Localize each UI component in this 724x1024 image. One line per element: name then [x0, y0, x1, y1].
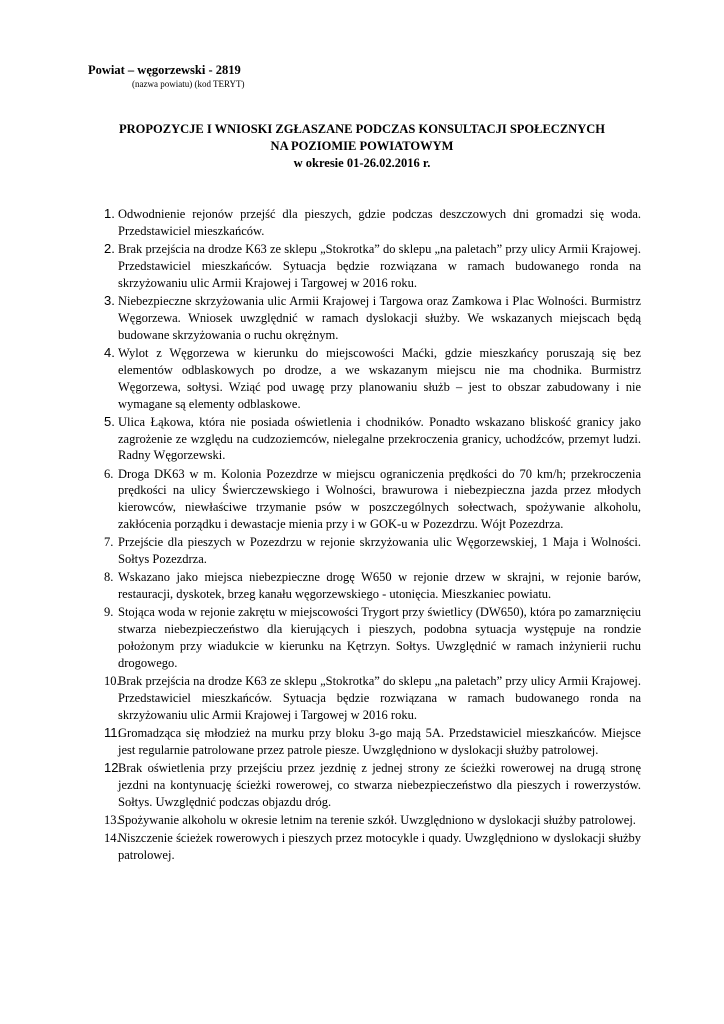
item-text: Brak przejścia na drodze K63 ze sklepu „Stokrotka” do sklepu „na paletach” przy ulicy Armii Krajowej. Przedstawiciel mieszkańców. Sytuacja będzie rozwiązana w ramach budowanego ronda na skrzyżowaniu ulic Armii Krajowej i Targowej w 2016 roku. — [118, 674, 641, 722]
list-item — [88, 760, 641, 811]
item-text: Droga DK63 w m. Kolonia Pozezdrze w miejscu ograniczenia prędkości do 70 km/h; przekroczenia prędkości na ulicy Świerczewskiego i Wolności, brawurowa i niebezpieczna jazda przez młodych kierowców, niewłaściwe trzymanie psów w poszczególnych sołectwach, spożywanie alkoholu, zakłócenia porządku i dewastacje mienia przy i w GOK-u w Pozezdrzu. Wójt Pozezdrza. — [118, 466, 641, 532]
item-text: Gromadząca się młodzież na murku przy bloku 3-go mają 5A. Przedstawiciel mieszkańców. Miejsce jest regularnie patrolowane przez patrole piesze. Uwzględniono w dyslokacji służby patrolowej. — [118, 726, 641, 757]
district-caption: (nazwa powiatu) (kod TERYT) — [132, 79, 245, 89]
list-item — [88, 673, 641, 724]
district-heading: Powiat – węgorzewski - 2819 — [88, 63, 241, 77]
item-number: 8. — [104, 570, 114, 585]
item-text: Brak przejścia na drodze K63 ze sklepu „Stokrotka” do sklepu „na paletach” przy ulicy Armii Krajowej. Przedstawiciel mieszkańców. Sytuacja będzie rozwiązana w ramach budowanego ronda na skrzyżowaniu ulic Armii Krajowej i Targowej w 2016 roku. — [118, 242, 641, 290]
list-item — [88, 414, 641, 465]
list-item — [88, 206, 641, 240]
list-item — [88, 241, 641, 292]
item-number: 3. — [104, 292, 115, 308]
list-item — [88, 345, 641, 413]
list-item — [88, 466, 641, 534]
list-item — [88, 569, 641, 603]
item-number: 13. — [104, 812, 120, 827]
item-number: 5. — [104, 413, 115, 429]
item-text: Odwodnienie rejonów przejść dla pieszych, gdzie podczas deszczowych dni gromadzi się woda. Przedstawiciel mieszkańców. — [118, 207, 641, 238]
item-text: Stojąca woda w rejonie zakrętu w miejscowości Trygort przy świetlicy (DW650), która po zamarznięciu stwarza niebezpieczeństwo dla kierujących i pieszych, podobna sytuacja występuje na rondzie położonym przy wiadukcie w kierunku na Kętrzyn. Sołtys. Uwzględnić w ramach inżynierii ruchu drogowego. — [118, 605, 641, 671]
item-text: Ulica Łąkowa, która nie posiada oświetlenia i chodników. Ponadto wskazano bliskość granicy jako zagrożenie ze względu na cudzoziemców, nielegalne przekroczenia granicy, uchodźców, przemyt ludzi. Radny Węgorzewski. — [118, 414, 641, 463]
document-header — [88, 63, 245, 89]
item-text: Brak oświetlenia przy przejściu przez jezdnię z jednej strony ze ścieżki rowerowej na drugą stronę jezdni na kontynuację ścieżki rowerowej, co stwarza niebezpieczeństwo dla pieszych i rowerzystów. Sołtys. Uwzględnić podczas objazdu dróg. — [118, 761, 641, 809]
item-number: 9. — [104, 605, 114, 620]
item-text: Przejście dla pieszych w Pozezdrzu w rejonie skrzyżowania ulic Węgorzewskiej, 1 Maja i Wolności. Sołtys Pozezdrza. — [118, 535, 641, 567]
list-item — [88, 534, 641, 568]
title-line-3: w okresie 01-26.02.2016 r. — [293, 156, 431, 170]
list-item — [88, 725, 641, 759]
list-item — [88, 812, 641, 829]
item-number: 2. — [104, 241, 115, 256]
item-number: 11. — [104, 725, 122, 741]
item-text: Spożywanie alkoholu w okresie letnim na terenie szkół. Uwzględniono w dyslokacji służby patrolowej. — [118, 812, 636, 827]
item-number: 12. — [104, 760, 123, 776]
proposal-list — [88, 206, 641, 865]
list-item — [88, 293, 641, 344]
item-number: 6. — [104, 466, 114, 481]
list-item — [88, 604, 641, 672]
item-text: Wylot z Węgorzewa w kierunku do miejscowości Maćki, gdzie mieszkańcy poruszają się bez elementów odblaskowych po drodze, a we wskazanym miejscu nie ma chodnika. Burmistrz Węgorzewa, sołtysi. Wziąć pod uwagę przy planowaniu służb – jest to obszar zabudowany i nie wymagane są elementy odblaskowe. — [118, 345, 641, 411]
document-title — [60, 121, 664, 172]
list-item — [88, 830, 641, 864]
title-line-1: PROPOZYCJE I WNIOSKI ZGŁASZANE PODCZAS KONSULTACJI SPOŁECZNYCH — [119, 122, 605, 136]
item-text: Wskazano jako miejsca niebezpieczne drogę W650 w rejonie drzew w skrajni, w rejonie barów, restauracji, dyskotek, brzeg kanału węgorzewskiego - utonięcia. Mieszkaniec powiatu. — [118, 570, 641, 602]
item-number: 4. — [104, 344, 115, 360]
title-line-2: NA POZIOMIE POWIATOWYM — [270, 139, 454, 153]
item-number: 14. — [104, 831, 120, 846]
item-number: 10. — [104, 674, 120, 689]
item-number: 7. — [104, 535, 114, 550]
item-text: Niebezpieczne skrzyżowania ulic Armii Krajowej i Targowa oraz Zamkowa i Plac Wolności. Burmistrz Węgorzewa. Wniosek uwzględnić w ramach dyslokacji służby. We wskazanych miejscach będą budowane skrzyżowania o ruchu okrężnym. — [118, 293, 641, 342]
item-number: 1. — [104, 206, 115, 221]
item-text: Niszczenie ścieżek rowerowych i pieszych przez motocykle i quady. Uwzględniono w dyslokacji służby patrolowej. — [118, 831, 641, 862]
